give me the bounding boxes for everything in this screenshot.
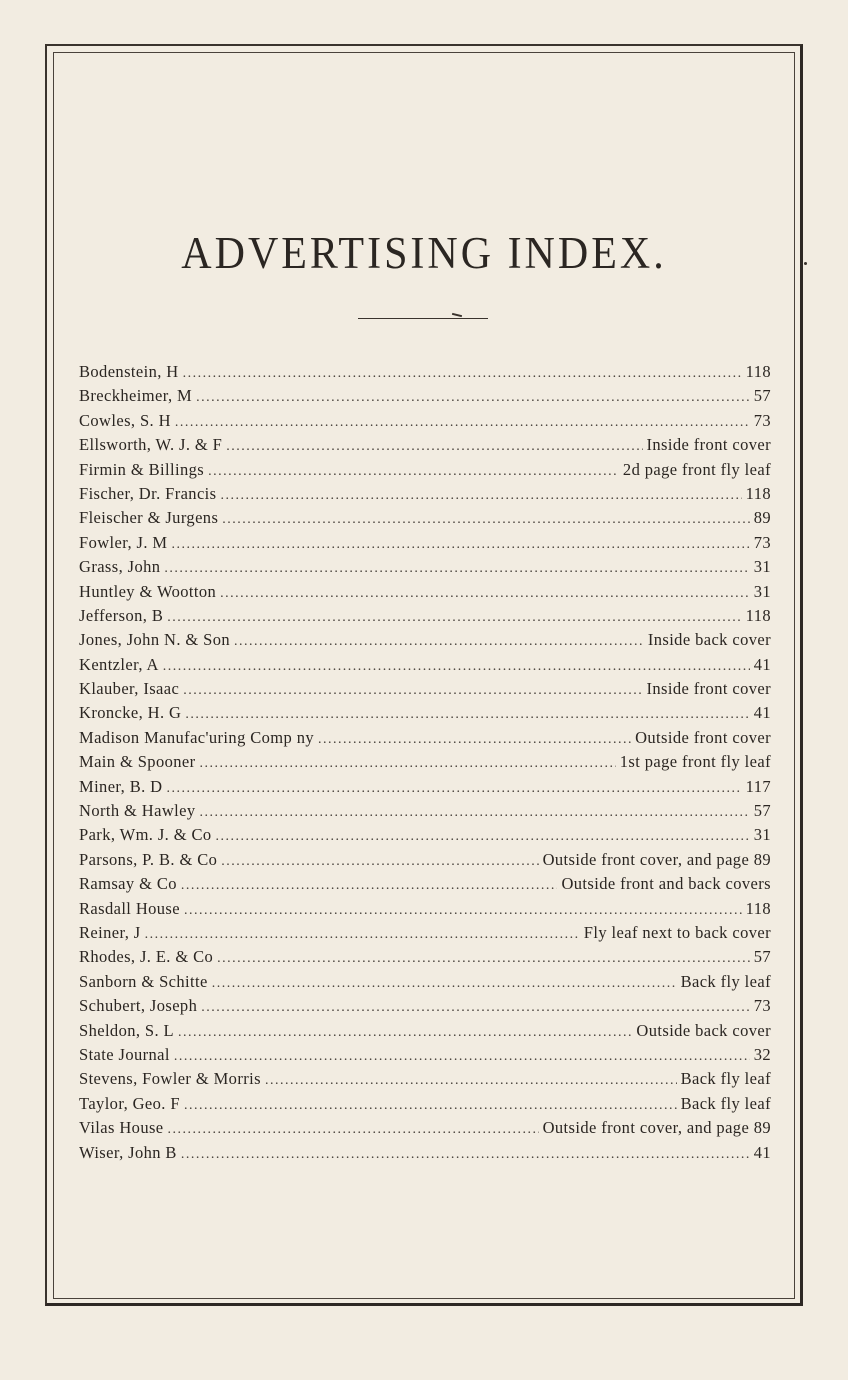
page-reference: Outside front and back covers	[561, 874, 771, 894]
index-entry	[79, 923, 771, 947]
dot-leader	[200, 756, 616, 772]
advertiser-name: Jefferson, B	[79, 605, 164, 625]
page-reference: 118	[745, 362, 771, 381]
page-reference: 32	[753, 1044, 771, 1064]
page-reference: Back fly leaf	[680, 1069, 771, 1089]
index-entry	[79, 1021, 771, 1045]
advertiser-name: Sheldon, S. L	[79, 1020, 175, 1040]
advertising-index-list	[79, 362, 771, 1167]
index-entry	[79, 655, 771, 679]
dot-leader	[196, 390, 750, 406]
index-entry	[79, 1118, 771, 1142]
page-reference: 57	[753, 386, 771, 406]
index-entry	[79, 582, 771, 606]
page-reference: 31	[753, 581, 771, 601]
page-reference: 117	[745, 776, 771, 796]
page-reference: Outside back cover	[636, 1020, 771, 1040]
page-reference: 2d page front fly leaf	[622, 459, 771, 479]
advertiser-name: Main & Spooner	[79, 752, 196, 772]
advertiser-name: Schubert, Joseph	[79, 996, 198, 1016]
advertiser-name: Taylor, Geo. F	[79, 1093, 180, 1113]
dot-leader	[164, 561, 749, 577]
index-entry	[79, 362, 771, 386]
index-entry	[79, 533, 771, 557]
dot-leader	[184, 903, 742, 919]
dot-leader	[178, 1025, 632, 1041]
dot-leader	[221, 488, 742, 504]
dot-leader	[181, 878, 558, 894]
index-entry	[79, 386, 771, 410]
index-entry	[79, 777, 771, 801]
dot-leader	[234, 634, 644, 650]
dot-leader	[184, 1098, 677, 1114]
advertiser-name: Ramsay & Co	[79, 874, 177, 894]
page-reference: 118	[745, 483, 771, 503]
dot-leader	[265, 1073, 677, 1089]
advertiser-name: Fischer, Dr. Francis	[79, 483, 217, 503]
dot-leader	[212, 976, 677, 992]
advertiser-name: Parsons, P. B. & Co	[79, 849, 218, 869]
advertiser-name: Park, Wm. J. & Co	[79, 825, 212, 845]
page-reference: Inside back cover	[647, 630, 771, 650]
dot-leader	[220, 586, 750, 602]
dot-leader	[222, 512, 749, 528]
index-entry	[79, 874, 771, 898]
page-reference: 1st page front fly leaf	[619, 752, 771, 772]
dot-leader	[201, 1000, 749, 1016]
dot-leader	[208, 464, 619, 480]
index-entry	[79, 606, 771, 630]
advertiser-name: Ellsworth, W. J. & F	[79, 435, 223, 455]
title-rule	[358, 318, 488, 319]
advertiser-name: Klauber, Isaac	[79, 679, 180, 699]
page-reference: 73	[753, 410, 771, 430]
index-entry	[79, 850, 771, 874]
index-entry	[79, 752, 771, 776]
advertiser-name: Kroncke, H. G	[79, 703, 182, 723]
page-reference: 41	[753, 654, 771, 674]
page-reference: 31	[753, 557, 771, 577]
dot-leader	[221, 854, 538, 870]
dot-leader	[145, 927, 580, 943]
advertiser-name: Bodenstein, H	[79, 362, 179, 381]
dot-leader	[200, 805, 750, 821]
index-entry	[79, 825, 771, 849]
index-entry	[79, 484, 771, 508]
index-entry	[79, 703, 771, 727]
dot-leader	[175, 415, 750, 431]
dot-leader	[185, 707, 749, 723]
page-reference: 118	[745, 605, 771, 625]
advertiser-name: Jones, John N. & Son	[79, 630, 231, 650]
page-reference: 73	[753, 996, 771, 1016]
dot-leader	[171, 537, 749, 553]
page-reference: Outside front cover, and page 89	[542, 849, 771, 869]
advertiser-name: Stevens, Fowler & Morris	[79, 1069, 261, 1089]
dot-leader	[168, 1122, 539, 1138]
page-reference: 89	[753, 508, 771, 528]
advertiser-name: Reiner, J	[79, 922, 141, 942]
dot-leader	[216, 829, 750, 845]
page-reference: Fly leaf next to back cover	[583, 922, 771, 942]
advertiser-name: Huntley & Wootton	[79, 581, 217, 601]
dot-leader	[174, 1049, 750, 1065]
dot-leader	[181, 1147, 750, 1163]
dot-leader	[166, 781, 741, 797]
dot-leader	[318, 732, 631, 748]
page-reference: Outside front cover, and page 89	[542, 1118, 771, 1138]
advertiser-name: Fleischer & Jurgens	[79, 508, 219, 528]
index-entry	[79, 630, 771, 654]
advertiser-name: Madison Manufac'uring Comp ny	[79, 727, 315, 747]
advertiser-name: Grass, John	[79, 557, 161, 577]
index-entry	[79, 899, 771, 923]
index-entry	[79, 728, 771, 752]
advertiser-name: Rasdall House	[79, 898, 180, 918]
index-entry	[79, 435, 771, 459]
dot-leader	[217, 951, 750, 967]
advertiser-name: Wiser, John B	[79, 1142, 177, 1162]
page-reference: Back fly leaf	[680, 1093, 771, 1113]
index-entry	[79, 1143, 771, 1167]
page-reference: Inside front cover	[646, 435, 771, 455]
dot-leader	[226, 439, 642, 455]
advertiser-name: Sanborn & Schitte	[79, 971, 208, 991]
dot-leader	[183, 366, 742, 382]
index-entry	[79, 972, 771, 996]
index-entry	[79, 996, 771, 1020]
index-entry	[79, 411, 771, 435]
page-reference: 73	[753, 532, 771, 552]
page-reference: 57	[753, 801, 771, 821]
advertiser-name: Cowles, S. H	[79, 410, 171, 430]
advertiser-name: State Journal	[79, 1044, 170, 1064]
dot-leader	[183, 683, 642, 699]
index-entry	[79, 557, 771, 581]
advertiser-name: Fowler, J. M	[79, 532, 168, 552]
page-reference: 31	[753, 825, 771, 845]
page-reference: 41	[753, 703, 771, 723]
index-entry	[79, 1045, 771, 1069]
index-entry	[79, 460, 771, 484]
index-entry	[79, 1069, 771, 1093]
dot-leader	[167, 610, 741, 626]
index-entry	[79, 1094, 771, 1118]
advertiser-name: Miner, B. D	[79, 776, 163, 796]
page-reference: 57	[753, 947, 771, 967]
dot-leader	[163, 659, 750, 675]
index-entry	[79, 947, 771, 971]
page-title: ADVERTISING INDEX.	[181, 229, 667, 279]
advertiser-name: Rhodes, J. E. & Co	[79, 947, 214, 967]
page-reference: Outside front cover	[635, 727, 771, 747]
advertiser-name: North & Hawley	[79, 801, 196, 821]
index-entry	[79, 679, 771, 703]
page-reference: 41	[753, 1142, 771, 1162]
advertiser-name: Firmin & Billings	[79, 459, 205, 479]
advertiser-name: Kentzler, A	[79, 654, 159, 674]
page-reference: 118	[745, 898, 771, 918]
page-reference: Back fly leaf	[680, 971, 771, 991]
advertiser-name: Breckheimer, M	[79, 386, 193, 406]
page-reference: Inside front cover	[646, 679, 771, 699]
advertiser-name: Vilas House	[79, 1118, 164, 1138]
index-entry	[79, 508, 771, 532]
index-entry	[79, 801, 771, 825]
